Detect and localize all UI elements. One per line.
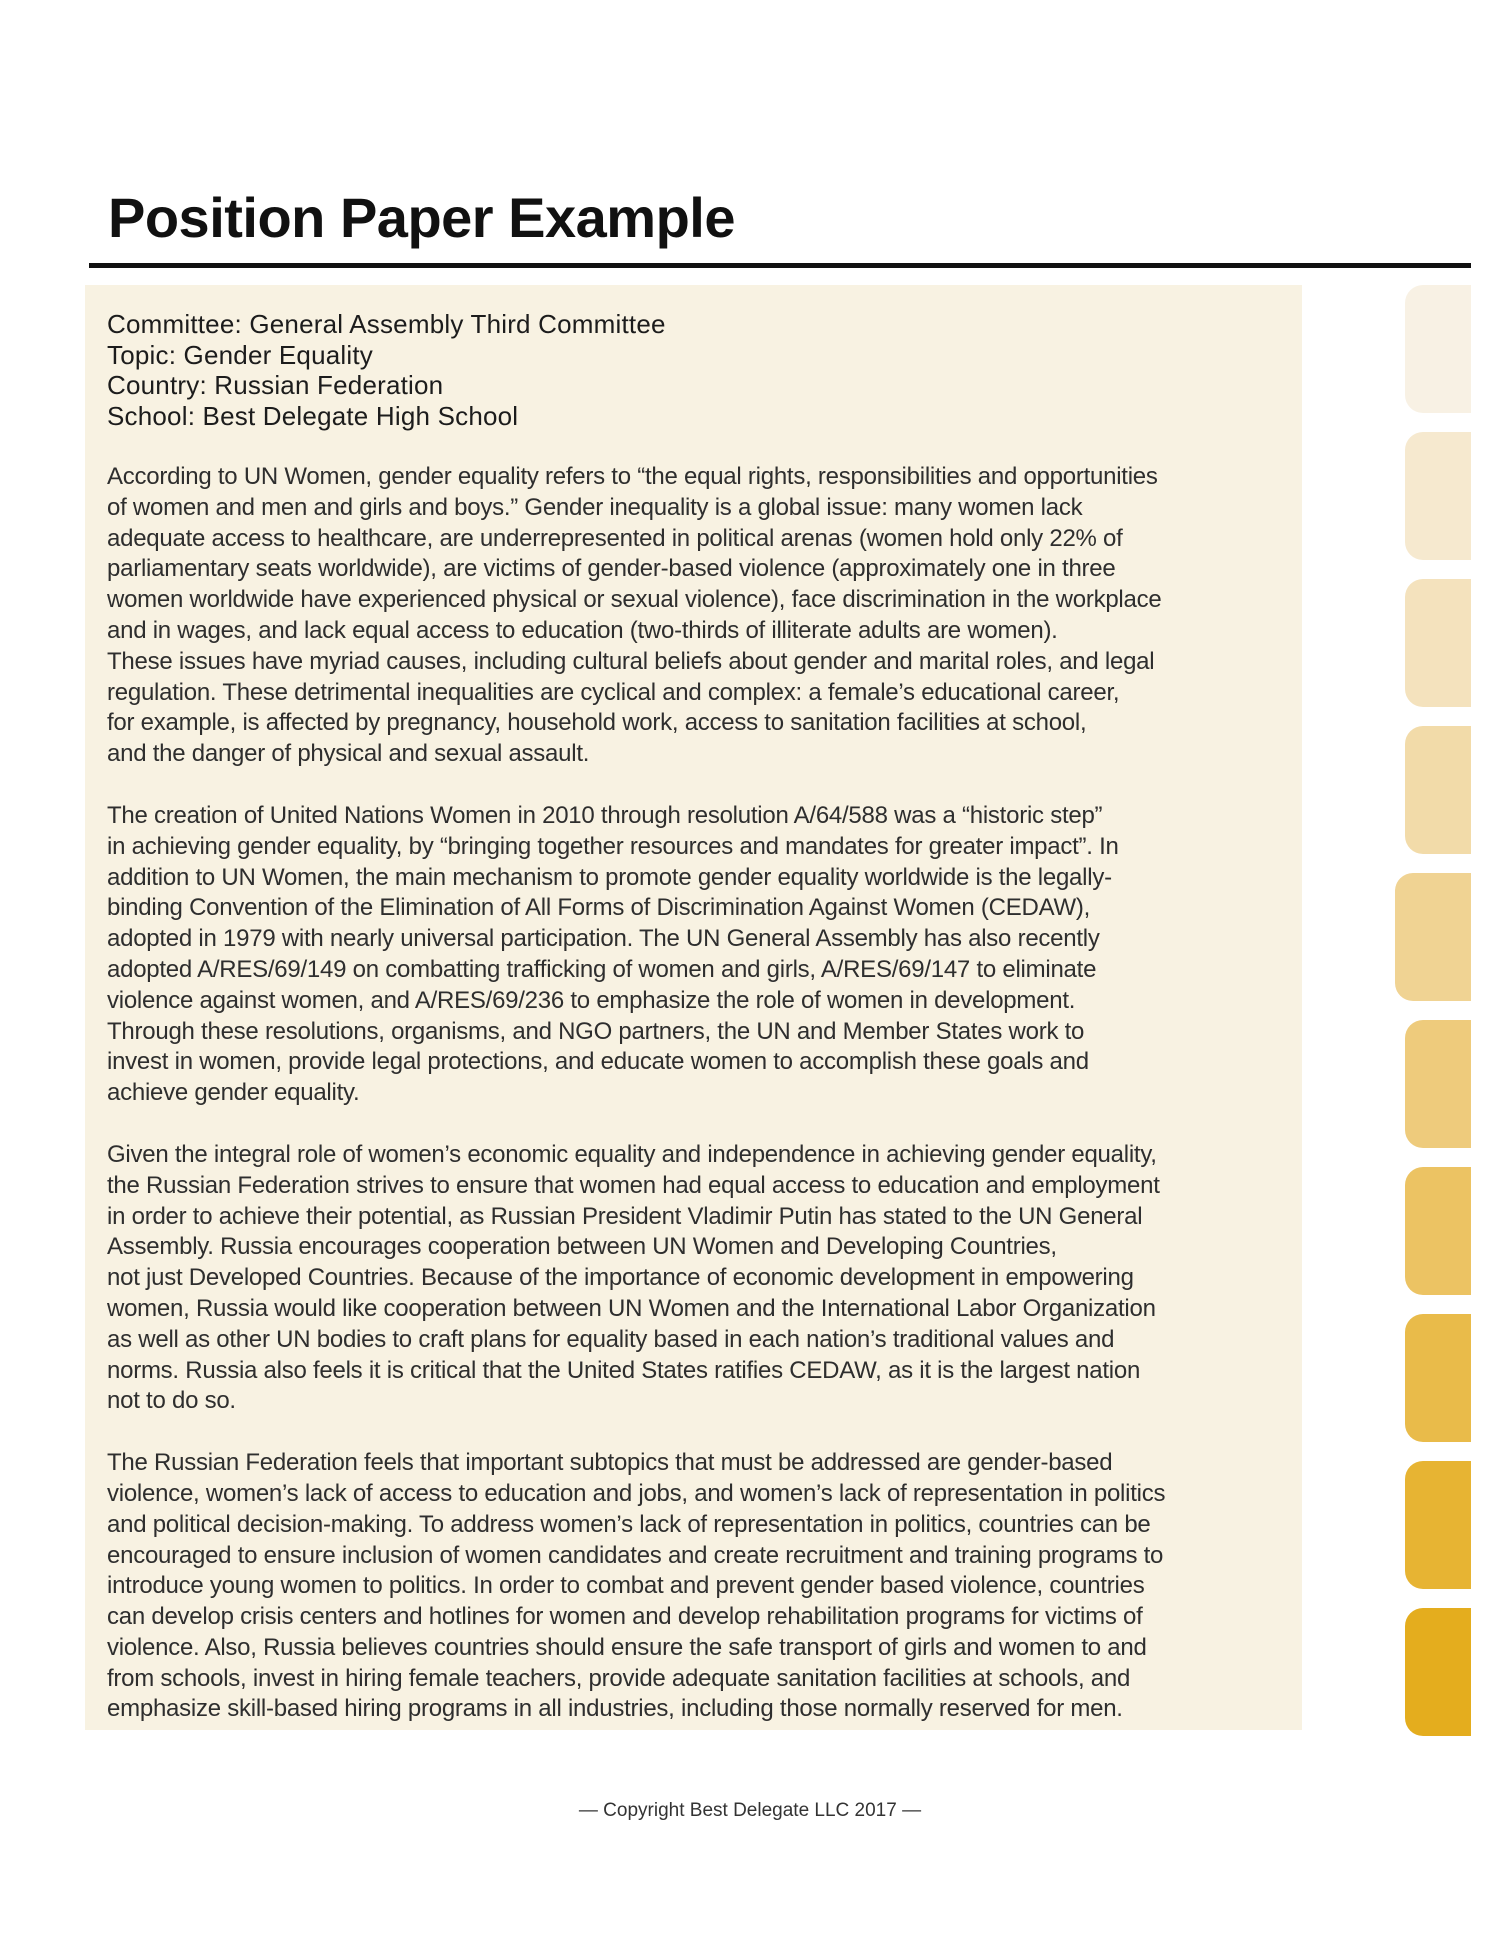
text-line: not just Developed Countries. Because of the importance of economic development in empowering (107, 1264, 1134, 1292)
country-line: Country: Russian Federation (107, 370, 444, 400)
school-line: School: Best Delegate High School (107, 400, 519, 431)
text-line: addition to UN Women, the main mechanism to promote gender equality worldwide is the legally- (107, 863, 1112, 891)
section-tab (1405, 1314, 1471, 1442)
text-line: violence. Also, Russia believes countries should ensure the safe transport of girls and women to and (107, 1633, 1147, 1661)
section-tab (1405, 726, 1471, 854)
section-tab (1405, 1020, 1471, 1148)
position-paper-panel (85, 285, 1302, 1730)
text-line: introduce young women to politics. In order to combat and prevent gender based violence, countries (107, 1572, 1145, 1600)
text-line: The Russian Federation feels that important subtopics that must be addressed are gender-based (107, 1449, 1113, 1477)
text-line: According to UN Women, gender equality refers to “the equal rights, responsibilities and opportunities (107, 463, 1158, 490)
text-line: from schools, invest in hiring female teachers, provide adequate sanitation facilities at schools, and (107, 1664, 1131, 1692)
section-tab (1405, 1608, 1471, 1736)
text-line: regulation. These detrimental inequalities are cyclical and complex: a female’s educational career, (107, 678, 1120, 706)
committee-line: Committee: General Assembly Third Committee (107, 309, 666, 339)
paragraph-country-policy (107, 1140, 1287, 1417)
text-line: adopted A/RES/69/149 on combatting trafficking of women and girls, A/RES/69/147 to eliminate (107, 955, 1097, 983)
paragraph-proposed-solutions (107, 1448, 1287, 1725)
text-line: and the danger of physical and sexual assault. (107, 740, 590, 768)
text-line: adopted in 1979 with nearly universal participation. The UN General Assembly has also recently (107, 925, 1100, 953)
text-line: achieve gender equality. (107, 1079, 360, 1107)
text-line: for example, is affected by pregnancy, household work, access to sanitation facilities at school, (107, 709, 1087, 737)
section-tabs (1395, 285, 1471, 1745)
text-line: norms. Russia also feels it is critical that the United States ratifies CEDAW, as it is the largest nation (107, 1356, 1141, 1384)
text-line: Given the integral role of women’s economic equality and independence in achieving gender equality, (107, 1140, 1157, 1168)
text-line: not to do so. (107, 1387, 236, 1415)
section-tab (1405, 1167, 1471, 1295)
text-line: of women and men and girls and boys.” Gender inequality is a global issue: many women lack (107, 493, 1083, 521)
text-line: encouraged to ensure inclusion of women candidates and create recruitment and training programs to (107, 1541, 1164, 1569)
text-line: as well as other UN bodies to craft plans for equality based in each nation’s traditional values and (107, 1325, 1115, 1353)
text-line: binding Convention of the Elimination of All Forms of Discrimination Against Women (CEDAW), (107, 894, 1090, 922)
section-tab (1405, 285, 1471, 413)
paragraph-un-actions (107, 801, 1287, 1109)
text-line: and in wages, and lack equal access to education (two-thirds of illiterate adults are women). (107, 616, 1058, 644)
text-line: adequate access to healthcare, are underrepresented in political arenas (women hold only 22% of (107, 524, 1123, 552)
topic-line: Topic: Gender Equality (107, 339, 373, 370)
text-line: in order to achieve their potential, as Russian President Vladimir Putin has stated to the UN General (107, 1202, 1143, 1230)
page-title: Position Paper Example (108, 186, 735, 249)
text-line: the Russian Federation strives to ensure that women had equal access to education and employment (107, 1171, 1160, 1199)
text-line: violence against women, and A/RES/69/236 to emphasize the role of women in development. (107, 986, 1076, 1014)
text-line: These issues have myriad causes, including cultural beliefs about gender and marital roles, and legal (107, 647, 1155, 675)
section-tab-active (1395, 873, 1471, 1001)
section-tab (1405, 1461, 1471, 1589)
section-tab (1405, 432, 1471, 560)
position-paper-body (107, 309, 1287, 1756)
text-line: parliamentary seats worldwide), are victims of gender-based violence (approximately one in three (107, 555, 1116, 583)
paper-details (107, 309, 1287, 431)
text-line: violence, women’s lack of access to education and jobs, and women’s lack of representation in politics (107, 1479, 1166, 1507)
text-line: can develop crisis centers and hotlines for women and develop rehabilitation programs for victims of (107, 1603, 1143, 1631)
text-line: and political decision-making. To address women’s lack of representation in politics, countries can be (107, 1510, 1151, 1538)
text-line: women worldwide have experienced physical or sexual violence), face discrimination in the workplace (107, 586, 1162, 614)
title-divider (89, 263, 1471, 268)
section-tab (1405, 579, 1471, 707)
text-line: invest in women, provide legal protections, and educate women to accomplish these goals and (107, 1048, 1089, 1076)
text-line: The creation of United Nations Women in 2010 through resolution A/64/588 was a “historic step” (107, 801, 1103, 829)
text-line: in achieving gender equality, by “bringing together resources and mandates for greater impact”. In (107, 832, 1119, 860)
paragraph-background (107, 462, 1287, 770)
text-line: Through these resolutions, organisms, and NGO partners, the UN and Member States work to (107, 1017, 1085, 1045)
text-line: women, Russia would like cooperation between UN Women and the International Labor Organization (107, 1294, 1156, 1322)
copyright-footer: — Copyright Best Delegate LLC 2017 — (578, 1800, 922, 1821)
text-line: Assembly. Russia encourages cooperation between UN Women and Developing Countries, (107, 1233, 1057, 1261)
text-line: emphasize skill-based hiring programs in all industries, including those normally reserved for men. (107, 1695, 1123, 1723)
